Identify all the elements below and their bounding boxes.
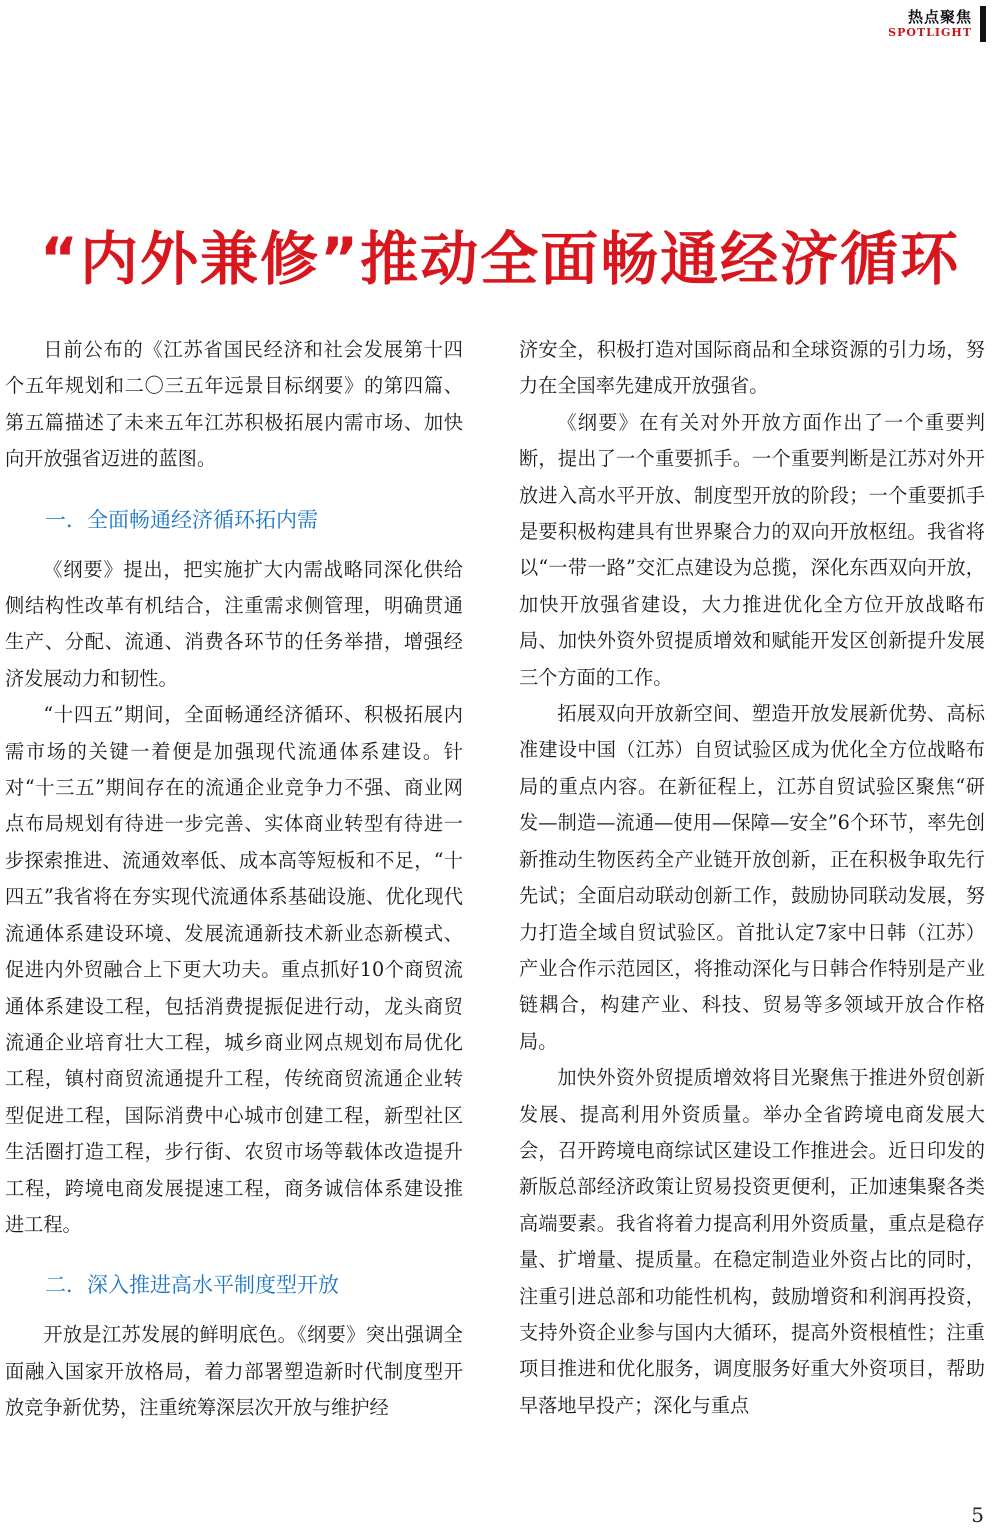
section2-paragraph-4: 加快外资外贸提质增效将目光聚焦于推进外贸创新发展、提高利用外资质量。举办全省跨境电商发展大会，召开跨境电商综试区建设工作推进会。近日印发的新版总部经济政策让贸易投资更便利，正加速集聚各类高端要素。我省将着力提高利用外资质量，重点是稳存量、扩增量、提质量。在稳定制造业外资占比的同时，注重引进总部和功能性机构，鼓励增资和利润再投资，支持外资企业参与国内大循环，提高外资根植性；注重项目推进和优化服务，调度服务好重大外资项目，帮助早落地早投产；深化与重点 [519, 1066, 985, 1417]
section-tag [888, 8, 972, 40]
section1-paragraph-1: 《纲要》提出，把实施扩大内需战略同深化供给侧结构性改革有机结合，注重需求侧管理，明确贯通生产、分配、流通、消费各环节的任务举措，增强经济发展动力和韧性。 [5, 557, 463, 690]
section2-heading: 二．深入推进高水平制度型开放 [45, 1273, 339, 1298]
section2-paragraph-2: 《纲要》在有关对外开放方面作出了一个重要判断，提出了一个重要抓手。一个重要判断是江苏对外开放进入高水平开放、制度型开放的阶段；一个重要抓手是要积极构建具有世界聚合力的双向开放枢纽。我省将以“一带一路”交汇点建设为总揽，深化东西双向开放，加快开放强省建设，大力推进优化全方位开放战略布局、加快外资外贸提质增效和赋能开发区创新提升发展三个方面的工作。 [519, 410, 985, 689]
left-column [5, 332, 463, 1427]
section2-paragraph-3: 拓展双向开放新空间、塑造开放发展新优势、高标准建设中国（江苏）自贸试验区成为优化全方位战略布局的重点内容。在新征程上，江苏自贸试验区聚焦“研发—制造—流通—使用—保障—安全”6个环节，率先创新推动生物医药全产业链开放创新，正在积极争取先行先试；全面启动联动创新工作，鼓励协同联动发展，努力打造全域自贸试验区。首批认定7家中日韩（江苏）产业合作示范园区，将推动深化与日韩合作特别是产业链耦合，构建产业、科技、贸易等多领域开放合作格局。 [519, 702, 985, 1053]
right-column [519, 332, 985, 1424]
page-number: 5 [971, 1503, 984, 1527]
section-tag-en: SPOTLIGHT [888, 26, 972, 39]
section2-paragraph-1-end: 济安全，积极打造对国际商品和全球资源的引力场，努力在全国率先建成开放强省。 [519, 338, 985, 398]
section2-paragraph-1-start: 开放是江苏发展的鲜明底色。《纲要》突出强调全面融入国家开放格局，着力部署塑造新时代制度型开放竞争新优势，注重统筹深层次开放与维护经 [5, 1323, 463, 1420]
header-bar [980, 6, 986, 42]
section1-paragraph-2: “十四五”期间，全面畅通经济循环、积极拓展内需市场的关键一着便是加强现代流通体系建设。针对“十三五”期间存在的流通企业竞争力不强、商业网点布局规划有待进一步完善、实体商业转型有待进一步探索推进、流通效率低、成本高等短板和不足，“十四五”我省将在夯实现代流通体系基础设施、优化现代流通体系建设环境、发展流通新技术新业态新模式、促进内外贸融合上下更大功夫。重点抓好10个商贸流通体系建设工程，包括消费提振促进行动，龙头商贸流通企业培育壮大工程，城乡商业网点规划布局优化工程，镇村商贸流通提升工程，传统商贸流通企业转型促进工程，国际消费中心城市创建工程，新型社区生活圈打造工程，步行街、农贸市场等载体改造提升工程，跨境电商发展提速工程，商务诚信体系建设推进工程。 [5, 703, 463, 1236]
section1-heading: 一．全面畅通经济循环拓内需 [45, 507, 318, 532]
article-title: “内外兼修”推动全面畅通经济循环 [39, 225, 961, 293]
section-tag-cn: 热点聚焦 [907, 8, 972, 26]
intro-paragraph: 日前公布的《江苏省国民经济和社会发展第十四个五年规划和二〇三五年远景目标纲要》的第四篇、第五篇描述了未来五年江苏积极拓展内需市场、加快向开放强省迈进的蓝图。 [5, 338, 463, 471]
